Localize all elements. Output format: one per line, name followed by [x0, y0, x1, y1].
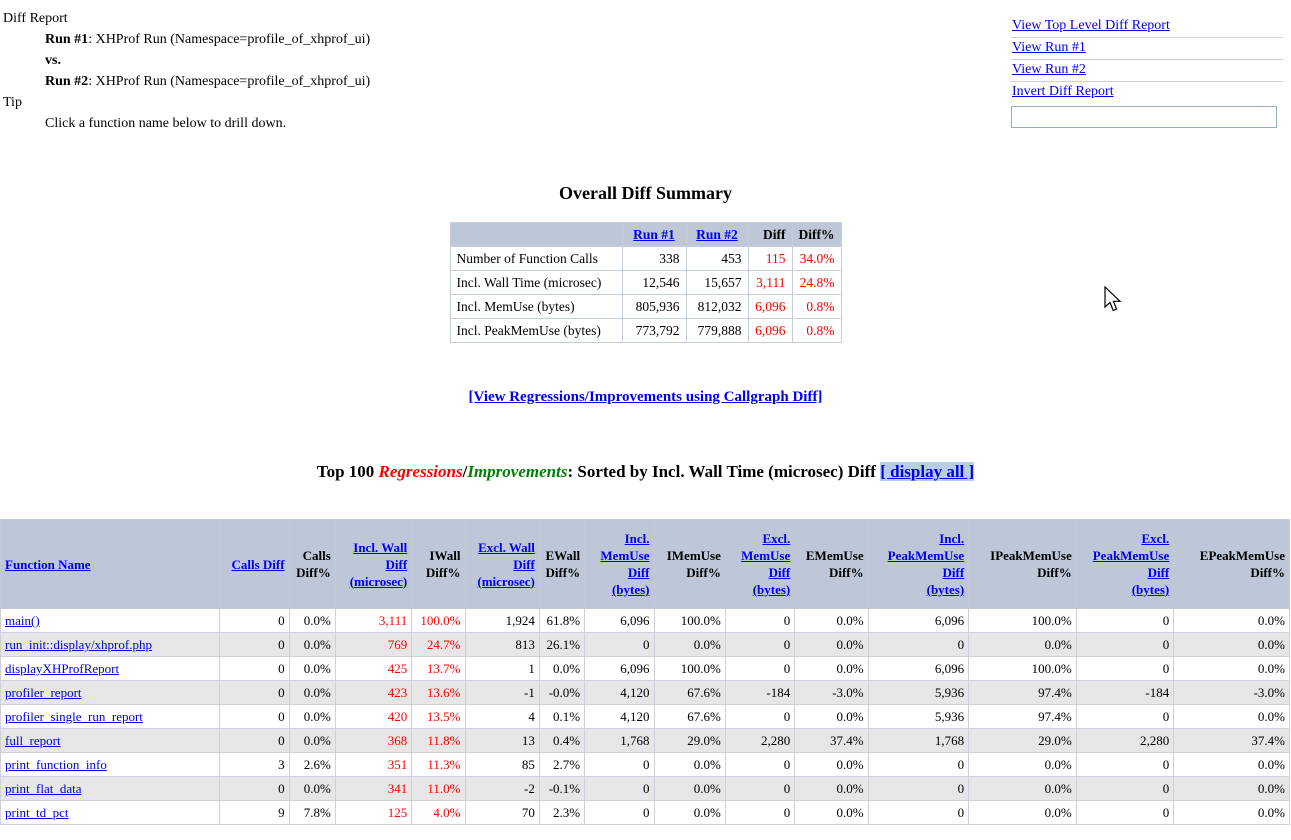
tip-text: Click a function name below to drill down. — [45, 116, 287, 131]
metric-cell: 125 — [335, 801, 411, 825]
column-header: IPeakMemUse Diff% — [969, 520, 1077, 609]
nav-link-row — [1011, 38, 1283, 60]
summary-diffpct-value: 0.8% — [792, 319, 841, 343]
metric-cell: 0.1% — [539, 705, 584, 729]
run2-text: : XHProf Run (Namespace=profile_of_xhprof_ui) — [88, 74, 371, 89]
summary-diffpct-value: 0.8% — [792, 295, 841, 319]
metric-cell: 11.8% — [412, 729, 465, 753]
summary-diff-value: 6,096 — [748, 295, 792, 319]
summary-row — [450, 319, 841, 343]
function-name-link[interactable]: print_flat_data — [5, 781, 82, 796]
nav-link[interactable]: View Run #2 — [1012, 62, 1086, 77]
column-header — [1076, 520, 1174, 609]
metric-cell: -184 — [1076, 681, 1174, 705]
metric-cell: 0 — [1076, 609, 1174, 633]
metric-cell: 4,120 — [585, 681, 654, 705]
metric-cell: 29.0% — [969, 729, 1077, 753]
column-header: IWall Diff% — [412, 520, 465, 609]
summary-run2-value: 15,657 — [686, 271, 748, 295]
mouse-cursor-icon — [1103, 286, 1125, 321]
metric-cell: 0.0% — [1174, 777, 1290, 801]
run2-header-link[interactable]: Run #2 — [696, 227, 738, 242]
metric-cell: 0 — [725, 609, 794, 633]
top100-middle: : Sorted by Incl. Wall Time (microsec) Diff — [567, 462, 881, 481]
display-all-link[interactable]: [ display all ] — [880, 462, 975, 481]
metric-cell: 0.0% — [1174, 705, 1290, 729]
metric-cell: 351 — [335, 753, 411, 777]
metric-cell: 420 — [335, 705, 411, 729]
metric-cell: 3,111 — [335, 609, 411, 633]
metric-cell: 368 — [335, 729, 411, 753]
metric-cell: 0 — [1076, 753, 1174, 777]
metric-cell: 6,096 — [868, 657, 969, 681]
column-header: EWall Diff% — [539, 520, 584, 609]
summary-metric-label: Incl. Wall Time (microsec) — [450, 271, 622, 295]
metric-cell: 13.5% — [412, 705, 465, 729]
metric-cell: 2.7% — [539, 753, 584, 777]
metric-cell: -0.0% — [539, 681, 584, 705]
summary-metric-label: Number of Function Calls — [450, 247, 622, 271]
metric-cell: 0 — [220, 633, 289, 657]
metric-cell: 0 — [220, 729, 289, 753]
metric-cell: 13 — [465, 729, 539, 753]
function-name-cell — [1, 633, 220, 657]
metric-cell: 0.4% — [539, 729, 584, 753]
metric-cell: 0.0% — [654, 753, 725, 777]
column-header: EMemUse Diff% — [795, 520, 868, 609]
summary-run1-value: 773,792 — [622, 319, 686, 343]
metric-cell: 0.0% — [795, 609, 868, 633]
metric-cell: 2,280 — [725, 729, 794, 753]
summary-run2-value: 779,888 — [686, 319, 748, 343]
metric-cell: 0 — [585, 801, 654, 825]
function-row — [1, 753, 1290, 777]
vs-label: vs. — [45, 53, 61, 68]
metric-cell: 0.0% — [795, 753, 868, 777]
metric-cell: 0 — [725, 753, 794, 777]
metric-cell: 0 — [220, 777, 289, 801]
metric-cell: 0 — [1076, 801, 1174, 825]
metric-cell: 0.0% — [795, 633, 868, 657]
metric-cell: -1 — [465, 681, 539, 705]
function-name-link[interactable]: profiler_report — [5, 685, 82, 700]
metric-cell: 37.4% — [795, 729, 868, 753]
metric-cell: 0.0% — [1174, 657, 1290, 681]
metric-cell: 0.0% — [539, 657, 584, 681]
nav-link-list — [1011, 16, 1283, 103]
metric-cell: 813 — [465, 633, 539, 657]
function-name-link[interactable]: full_report — [5, 733, 61, 748]
summary-diff-value: 6,096 — [748, 319, 792, 343]
metric-cell: 0.0% — [289, 657, 335, 681]
nav-link-row — [1011, 60, 1283, 82]
callgraph-line — [0, 389, 1291, 406]
metric-cell: 2.6% — [289, 753, 335, 777]
sort-column-link[interactable]: Excl. PeakMemUse Diff (bytes) — [1092, 531, 1170, 597]
metric-cell: 1,768 — [868, 729, 969, 753]
metric-cell: 0.0% — [969, 801, 1077, 825]
metric-cell: 0 — [725, 801, 794, 825]
sort-column-link[interactable]: Incl. PeakMemUse Diff (bytes) — [887, 531, 965, 597]
regressions-label: Regressions — [378, 462, 463, 481]
metric-cell: 0 — [868, 777, 969, 801]
function-name-cell — [1, 609, 220, 633]
report-title: Diff Report — [3, 11, 68, 26]
nav-panel — [1011, 16, 1283, 128]
summary-col-diffpct: Diff% — [792, 223, 841, 247]
function-row — [1, 657, 1290, 681]
metric-cell: 0 — [220, 609, 289, 633]
summary-col-run2 — [686, 223, 748, 247]
summary-run2-value: 812,032 — [686, 295, 748, 319]
metric-cell: 0.0% — [1174, 633, 1290, 657]
summary-title: Overall Diff Summary — [559, 183, 732, 203]
metric-cell: 0 — [725, 705, 794, 729]
vs-line — [45, 50, 370, 71]
metric-cell: 0 — [585, 777, 654, 801]
metric-cell: 100.0% — [654, 657, 725, 681]
metric-cell: 0 — [585, 633, 654, 657]
metric-cell: 2.3% — [539, 801, 584, 825]
sort-column-link[interactable]: Calls Diff — [231, 556, 285, 572]
nav-link-row — [1011, 82, 1283, 103]
metric-cell: -3.0% — [795, 681, 868, 705]
metric-cell: 0 — [220, 681, 289, 705]
summary-table — [450, 222, 842, 343]
metric-cell: 423 — [335, 681, 411, 705]
metric-cell: 0.0% — [289, 681, 335, 705]
run2-label: Run #2 — [45, 74, 89, 89]
metric-cell: 2,280 — [1076, 729, 1174, 753]
function-row — [1, 705, 1290, 729]
callgraph-diff-link[interactable]: [View Regressions/Improvements using Callgraph Diff] — [468, 389, 823, 405]
metric-cell: 0.0% — [289, 633, 335, 657]
summary-header-row — [450, 223, 841, 247]
nav-link[interactable]: Invert Diff Report — [1012, 84, 1114, 99]
function-name-cell — [1, 753, 220, 777]
metric-cell: 11.0% — [412, 777, 465, 801]
metric-cell: 0 — [725, 777, 794, 801]
metric-cell: 0.0% — [654, 777, 725, 801]
column-header: IMemUse Diff% — [654, 520, 725, 609]
metric-cell: 97.4% — [969, 705, 1077, 729]
column-header: Calls Diff% — [289, 520, 335, 609]
metric-cell: 0.0% — [289, 705, 335, 729]
metric-cell: 0 — [220, 657, 289, 681]
metric-cell: 0.0% — [795, 777, 868, 801]
search-input[interactable] — [1011, 106, 1277, 128]
sort-column-link[interactable]: Excl. Wall Diff (microsec) — [477, 539, 535, 589]
metric-cell: 0.0% — [969, 633, 1077, 657]
metric-cell: -2 — [465, 777, 539, 801]
metric-cell: 425 — [335, 657, 411, 681]
metric-cell: 0 — [585, 753, 654, 777]
run2-line — [45, 71, 370, 92]
summary-diff-value: 115 — [748, 247, 792, 271]
metric-cell: 9 — [220, 801, 289, 825]
sort-column-link[interactable]: Incl. Wall Diff (microsec) — [349, 539, 408, 589]
summary-run2-value: 453 — [686, 247, 748, 271]
metric-cell: 70 — [465, 801, 539, 825]
function-row — [1, 777, 1290, 801]
metric-cell: 0 — [1076, 705, 1174, 729]
metric-cell: 0.0% — [1174, 609, 1290, 633]
sort-column-link[interactable]: Incl. MemUse Diff (bytes) — [600, 531, 650, 597]
metric-cell: 4.0% — [412, 801, 465, 825]
report-info — [3, 8, 370, 134]
metric-cell: 67.6% — [654, 705, 725, 729]
summary-metric-label: Incl. PeakMemUse (bytes) — [450, 319, 622, 343]
column-header — [868, 520, 969, 609]
summary-row — [450, 247, 841, 271]
metric-cell: -184 — [725, 681, 794, 705]
column-header — [465, 520, 539, 609]
metric-cell: 11.3% — [412, 753, 465, 777]
metric-cell: 4 — [465, 705, 539, 729]
tip-label: Tip — [3, 95, 22, 110]
function-row — [1, 729, 1290, 753]
function-name-link[interactable]: displayXHProfReport — [5, 661, 120, 676]
column-header — [220, 520, 289, 609]
metric-cell: 0 — [725, 633, 794, 657]
metric-cell: 6,096 — [585, 657, 654, 681]
metric-cell: 0 — [725, 657, 794, 681]
nav-link[interactable]: View Run #1 — [1012, 40, 1086, 55]
metric-cell: 0.0% — [969, 777, 1077, 801]
metric-cell: 100.0% — [654, 609, 725, 633]
metric-cell: 0 — [868, 633, 969, 657]
metric-cell: 0.0% — [654, 633, 725, 657]
metric-cell: 0.0% — [795, 705, 868, 729]
metric-cell: 341 — [335, 777, 411, 801]
function-name-cell — [1, 705, 220, 729]
function-name-cell — [1, 729, 220, 753]
metric-cell: 0.0% — [1174, 753, 1290, 777]
function-name-link[interactable]: run_init::display/xhprof.php — [5, 637, 152, 652]
metric-cell: 769 — [335, 633, 411, 657]
metric-cell: 26.1% — [539, 633, 584, 657]
summary-run1-value: 805,936 — [622, 295, 686, 319]
function-name-cell — [1, 777, 220, 801]
metric-cell: 0 — [1076, 633, 1174, 657]
function-row — [1, 633, 1290, 657]
metric-cell: 0 — [1076, 777, 1174, 801]
metric-cell: 6,096 — [868, 609, 969, 633]
run1-header-link[interactable]: Run #1 — [633, 227, 675, 242]
function-row — [1, 681, 1290, 705]
top100-heading — [0, 462, 1291, 482]
summary-diffpct-value: 24.8% — [792, 271, 841, 295]
metric-cell: 100.0% — [969, 609, 1077, 633]
metric-cell: 0 — [220, 705, 289, 729]
run1-label: Run #1 — [45, 32, 89, 47]
column-header — [335, 520, 411, 609]
metric-cell: 0 — [868, 753, 969, 777]
summary-row — [450, 295, 841, 319]
summary-diffpct-value: 34.0% — [792, 247, 841, 271]
summary-col-diff: Diff — [748, 223, 792, 247]
summary-run1-value: 12,546 — [622, 271, 686, 295]
sort-column-link[interactable]: Function Name — [5, 556, 91, 572]
metric-cell: 0.0% — [289, 609, 335, 633]
metric-cell: 5,936 — [868, 705, 969, 729]
metric-cell: 0.0% — [289, 729, 335, 753]
metric-cell: 0.0% — [969, 753, 1077, 777]
nav-link-row — [1011, 16, 1283, 38]
metric-cell: 29.0% — [654, 729, 725, 753]
function-name-link[interactable]: print_td_pct — [5, 805, 69, 820]
run1-line — [45, 29, 370, 50]
function-name-link[interactable]: main() — [5, 613, 40, 628]
column-header — [725, 520, 794, 609]
metric-cell: -3.0% — [1174, 681, 1290, 705]
metric-cell: 0 — [868, 801, 969, 825]
metric-cell: 1,924 — [465, 609, 539, 633]
metric-cell: 0 — [1076, 657, 1174, 681]
metric-cell: 3 — [220, 753, 289, 777]
metric-cell: -0.1% — [539, 777, 584, 801]
metric-cell: 0.0% — [654, 801, 725, 825]
metric-cell: 13.7% — [412, 657, 465, 681]
function-name-link[interactable]: print_function_info — [5, 757, 107, 772]
function-row — [1, 609, 1290, 633]
column-header — [585, 520, 654, 609]
metric-cell: 0.0% — [1174, 801, 1290, 825]
metric-cell: 67.6% — [654, 681, 725, 705]
nav-link[interactable]: View Top Level Diff Report — [1012, 18, 1170, 33]
function-name-link[interactable]: profiler_single_run_report — [5, 709, 143, 724]
function-row — [1, 801, 1290, 825]
metric-cell: 13.6% — [412, 681, 465, 705]
metric-cell: 100.0% — [412, 609, 465, 633]
metric-cell: 61.8% — [539, 609, 584, 633]
metric-cell: 7.8% — [289, 801, 335, 825]
column-header: EPeakMemUse Diff% — [1174, 520, 1290, 609]
function-name-cell — [1, 657, 220, 681]
summary-empty-header — [450, 223, 622, 247]
metric-cell: 37.4% — [1174, 729, 1290, 753]
summary-diff-value: 3,111 — [748, 271, 792, 295]
summary-metric-label: Incl. MemUse (bytes) — [450, 295, 622, 319]
function-name-cell — [1, 681, 220, 705]
summary-row — [450, 271, 841, 295]
metric-cell: 0.0% — [795, 657, 868, 681]
sort-column-link[interactable]: Excl. MemUse Diff (bytes) — [741, 531, 791, 597]
metric-cell: 85 — [465, 753, 539, 777]
column-header — [1, 520, 220, 609]
function-diff-table — [0, 519, 1290, 825]
top100-prefix: Top 100 — [316, 462, 379, 481]
metric-cell: 1 — [465, 657, 539, 681]
main-table-header-row — [1, 520, 1290, 609]
metric-cell: 0.0% — [289, 777, 335, 801]
run1-text: : XHProf Run (Namespace=profile_of_xhprof_ui) — [88, 32, 371, 47]
function-name-cell — [1, 801, 220, 825]
metric-cell: 97.4% — [969, 681, 1077, 705]
metric-cell: 24.7% — [412, 633, 465, 657]
metric-cell: 5,936 — [868, 681, 969, 705]
summary-col-run1 — [622, 223, 686, 247]
top100-separator: / — [462, 462, 468, 481]
metric-cell: 4,120 — [585, 705, 654, 729]
summary-run1-value: 338 — [622, 247, 686, 271]
improvements-label: Improvements — [467, 462, 568, 481]
metric-cell: 1,768 — [585, 729, 654, 753]
metric-cell: 0.0% — [795, 801, 868, 825]
metric-cell: 100.0% — [969, 657, 1077, 681]
metric-cell: 6,096 — [585, 609, 654, 633]
